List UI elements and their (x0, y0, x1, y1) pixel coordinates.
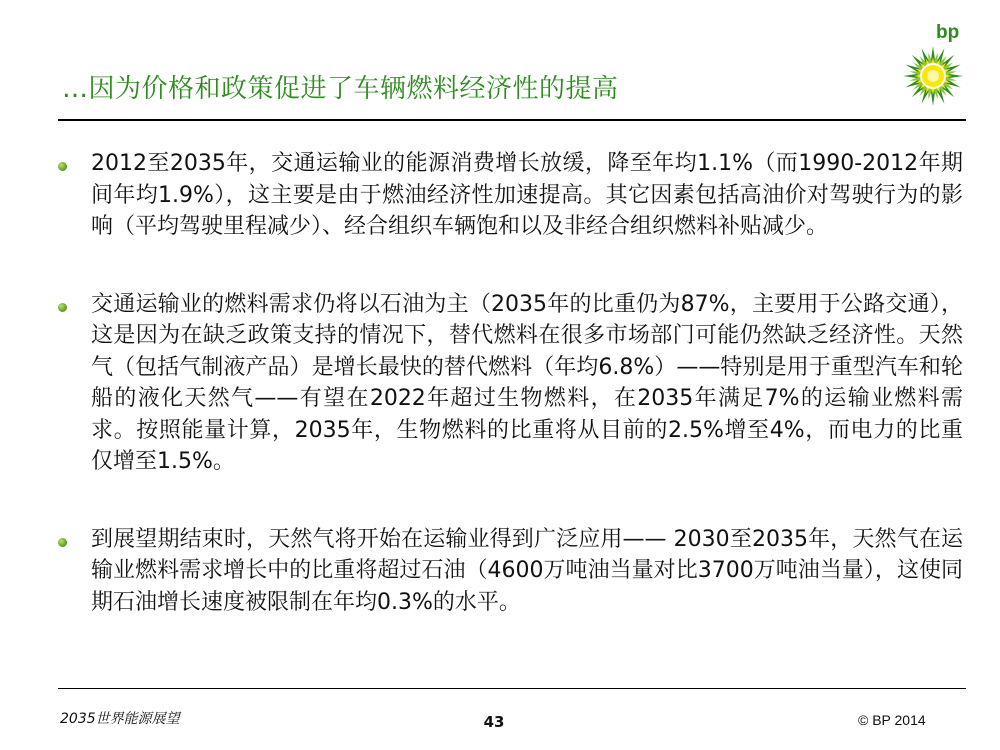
footer-divider (58, 688, 966, 689)
page-number: 43 (483, 713, 505, 731)
bp-helios-logo-icon (898, 24, 968, 110)
bullet-dot-icon (58, 303, 67, 312)
bullet-item (58, 148, 963, 243)
slide-title: …因为价格和政策促进了车辆燃料经济性的提高 (62, 74, 619, 104)
bp-logo-text: bp (936, 22, 960, 43)
copyright: © BP 2014 (858, 712, 926, 728)
bullet-item (58, 289, 963, 478)
bullet-dot-icon (58, 538, 67, 547)
bullet-item (58, 524, 963, 619)
title-divider (58, 119, 966, 121)
bullet-list (58, 148, 963, 618)
bullet-text: 2012至2035年，交通运输业的能源消费增长放缓，降至年均1.1%（而1990-2012年期间年均1.9%），这主要是由于燃油经济性加速提高。其它因素包括高油价对驾驶行为的影响（平均驾驶里程减少）、经合组织车辆饱和以及非经合组织燃料补贴减少。 (91, 151, 963, 239)
footer-report-title: 2035世界能源展望 (60, 711, 180, 727)
bullet-text: 到展望期结束时，天然气将开始在运输业得到广泛应用—— 2030至2035年，天然气在运输业燃料需求增长中的比重将超过石油（4600万吨油当量对比3700万吨油当量），这使同期石油增长速度被限制在年均0.3%的水平。 (91, 526, 963, 615)
bullet-dot-icon (58, 162, 67, 171)
bullet-text: 交通运输业的燃料需求仍将以石油为主（2035年的比重仍为87%，主要用于公路交通），这是因为在缺乏政策支持的情况下，替代燃料在很多市场部门可能仍然缺乏经济性。天然气（包括气制液产品）是增长最快的替代燃料（年均6.8%）——特别是用于重型汽车和轮船的液化天然气——有望在2022年超过生物燃料，在2035年满足7%的运输业燃料需求。按照能量计算，2035年，生物燃料的比重将从目前的2.5%增至4%，而电力的比重仅增至1.5%。 (91, 291, 963, 474)
